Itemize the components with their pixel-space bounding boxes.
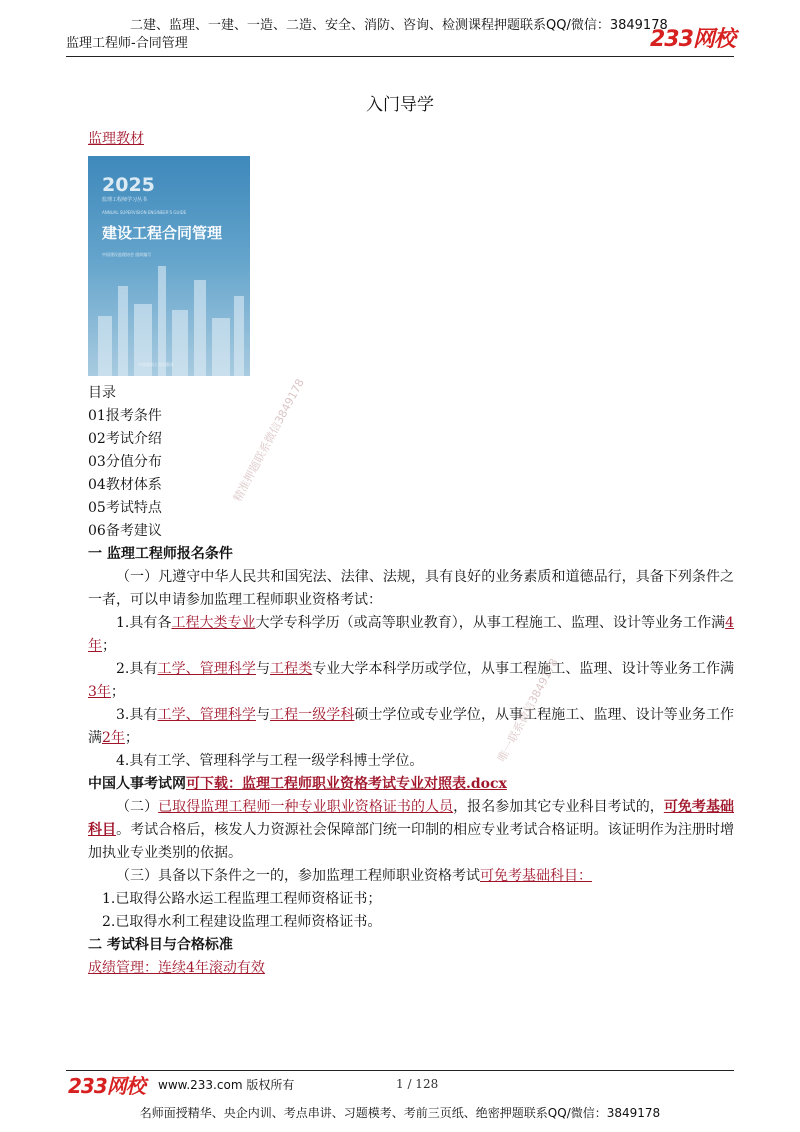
- document-body: [88, 382, 734, 980]
- download-link[interactable]: 可下载：监理工程师职业资格考试专业对照表.docx: [186, 776, 507, 792]
- link-score-management[interactable]: 成绩管理：连续4年滚动有效: [88, 960, 265, 976]
- text-run: 1.具有各: [116, 615, 172, 631]
- header-divider: [66, 56, 734, 57]
- cover-building: [194, 280, 206, 376]
- watermark: 精准押题联系微信3849178: [231, 376, 307, 504]
- section-heading-1: 一 监理工程师报名条件: [88, 546, 233, 562]
- link-exempt-basic[interactable]: 可免考基础科目: [88, 799, 735, 838]
- text-run: 与: [255, 707, 271, 723]
- text-run: ；: [102, 638, 116, 654]
- download-line: [88, 773, 734, 796]
- cover-building: [158, 266, 166, 376]
- cover-book-name: 建设工程合同管理: [102, 224, 223, 242]
- toc-item: 06备考建议: [88, 523, 162, 539]
- condition-1: [88, 612, 734, 658]
- toc-item: 02考试介绍: [88, 431, 162, 447]
- text-run: ，报名参加其它专业科目考试的，: [453, 799, 664, 815]
- cover-building: [98, 316, 112, 376]
- toc-item: 01报考条件: [88, 408, 162, 424]
- text-run: 与: [255, 661, 271, 677]
- paragraph-conditions-intro: （一）凡遵守中华人民共和国宪法、法律、法规，具有良好的业务素质和道德品行，具备下列条件之一者，可以申请参加监理工程师职业资格考试：: [88, 569, 734, 608]
- section-heading-2: 二 考试科目与合格标准: [88, 937, 233, 953]
- exemption-item-2: 2.已取得水利工程建设监理工程师资格证书。: [102, 914, 382, 930]
- text-run: （三）具备以下条件之一的，参加监理工程师职业资格考试: [116, 868, 480, 884]
- link-years-3[interactable]: 3年: [88, 684, 111, 700]
- cover-editor: 中国建设监理协会 组织编写: [102, 252, 152, 257]
- toc-heading: 目录: [88, 385, 116, 401]
- cover-building: [118, 286, 128, 376]
- cover-building: [172, 310, 188, 376]
- text-run: ；: [110, 684, 125, 700]
- toc-item: 05考试特点: [88, 500, 162, 516]
- link-engineering-management[interactable]: 工学、管理科学: [157, 707, 256, 723]
- page-number: 1 / 128: [396, 1077, 439, 1091]
- link-years-2[interactable]: 2年: [102, 730, 125, 746]
- toc-item: 04教材体系: [88, 477, 162, 493]
- link-engineering-management[interactable]: 工学、管理科学: [157, 661, 256, 677]
- text-run: 专业大学本科学历或学位，从事工程施工、监理、设计等业务工作满: [312, 661, 735, 677]
- condition-3: [88, 704, 734, 750]
- link-first-level-discipline[interactable]: 工程一级学科: [270, 707, 355, 723]
- text-run: 中国人事考试网: [88, 776, 186, 792]
- link-major-category[interactable]: 工程大类专业: [171, 615, 256, 631]
- text-run: 2.具有: [116, 661, 158, 677]
- cover-building: [234, 296, 244, 376]
- page-title: 入门导学: [366, 95, 434, 115]
- text-run: ；: [124, 730, 139, 746]
- link-certified-personnel[interactable]: 已取得监理工程师一种专业职业资格证书的人员: [158, 799, 454, 815]
- text-run: 硕士学位或专业学位，从事工程施工、监理、设计等业务工作满: [88, 707, 735, 746]
- text-run: （二）: [116, 799, 159, 815]
- watermark: 唯一联系微信3849178: [495, 656, 561, 765]
- link-exempt-basic[interactable]: 可免考基础科目：: [480, 868, 592, 884]
- header-subtitle: 监理工程师-合同管理: [66, 36, 188, 51]
- cover-english-title: ANNUAL SUPERVISION ENGINEER'S GUIDE: [102, 210, 187, 215]
- exemption-item-1: 1.已取得公路水运工程监理工程师资格证书；: [102, 891, 382, 907]
- cover-series: 监理工程师学习丛书: [102, 197, 148, 203]
- link-years-4[interactable]: 4年: [88, 615, 735, 654]
- footer-divider: [66, 1070, 734, 1071]
- text-run: 3.具有: [116, 707, 158, 723]
- brand-logo-bottom[interactable]: 233网校: [68, 1074, 145, 1098]
- paragraph-exemption-conditions: [88, 865, 734, 888]
- textbook-cover-image: [88, 156, 250, 376]
- paragraph-exemption: [88, 796, 734, 865]
- textbook-link[interactable]: 监理教材: [88, 131, 144, 147]
- cover-publisher: 中国建筑工业出版社: [138, 362, 174, 367]
- header-contact-line: 二建、监理、一建、一造、二造、安全、消防、咨询、检测课程押题联系QQ/微信：3849178: [130, 18, 668, 33]
- brand-logo-top[interactable]: 233网校: [650, 27, 735, 52]
- condition-4: 4.具有工学、管理科学与工程一级学科博士学位。: [116, 753, 424, 769]
- cover-building: [212, 318, 230, 376]
- link-engineering-type[interactable]: 工程类: [270, 661, 313, 677]
- text-run: 。考试合格后，核发人力资源社会保障部门统一印制的相应专业考试合格证明。该证明作为注册时增加执业专业类别的依据。: [88, 822, 735, 861]
- cover-year: 2025: [102, 174, 155, 196]
- footer-site: www.233.com 版权所有: [158, 1078, 295, 1092]
- footer-contact-line: 名师面授精华、央企内训、考点串讲、习题模考、考前三页纸、绝密押题联系QQ/微信：3849178: [139, 1106, 661, 1120]
- toc-item: 03分值分布: [88, 454, 162, 470]
- text-run: 大学专科学历（或高等职业教育），从事工程施工、监理、设计等业务工作满: [255, 615, 726, 631]
- condition-2: [88, 658, 734, 704]
